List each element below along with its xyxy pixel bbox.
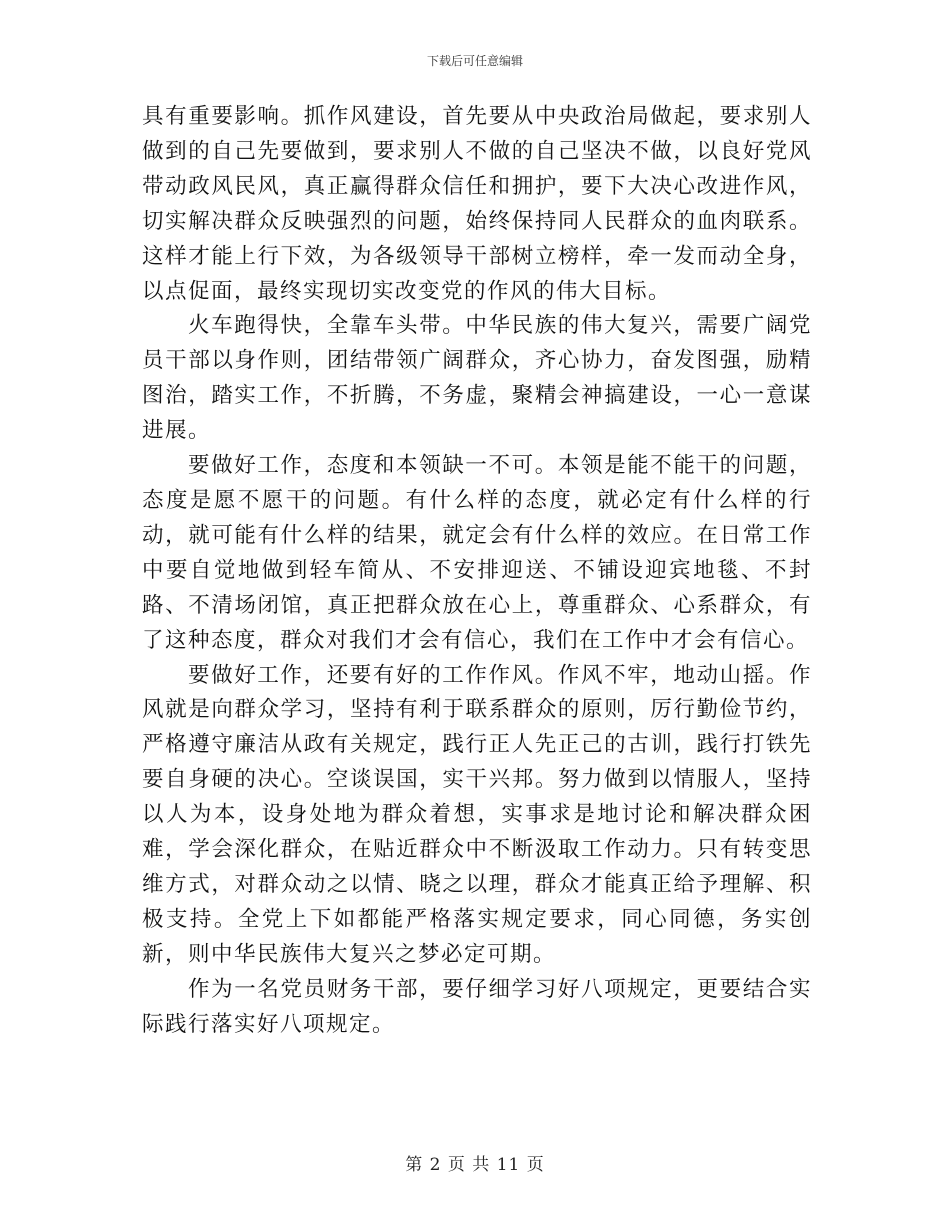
paragraph-attitude: 要做好工作，态度和本领缺一不可。本领是能不能干的问题，态度是愿不愿干的问题。有什么样的态度，就必定有什么样的行动，就可能有什么样的结果，就定会有什么样的效应。在日常工作中要自觉地做到轻车简从、不安排迎送、不铺设迎宾地毯、不封路、不清场闭馆，真正把群众放在心上，尊重群众、心系群众，有了这种态度，群众对我们才会有信心，我们在工作中才会有信心。	[142, 453, 812, 653]
paragraph-continuation: 具有重要影响。抓作风建设，首先要从中央政治局做起，要求别人做到的自己先要做到，要求别人不做的自己坚决不做，以良好党风带动政风民风，真正赢得群众信任和拥护，要下大决心改进作风，切实解决群众反映强烈的问题，始终保持同人民群众的血肉联系。这样才能上行下效，为各级领导干部树立榜样，牵一发而动全身，以点促面，最终实现切实改变党的作风的伟大目标。	[142, 104, 812, 304]
page-header: 下载后可任意编辑	[426, 54, 523, 68]
paragraph-work-style: 要做好工作，还要有好的工作作风。作风不牢，地动山摇。作风就是向群众学习，坚持有利于联系群众的原则，厉行勤俭节约，严格遵守廉洁从政有关规定，践行正人先正己的古训，践行打铁先要自身硬的决心。空谈误国，实干兴邦。努力做到以情服人，坚持以人为本，设身处地为群众着想，实事求是地讨论和解决群众困难，学会深化群众，在贴近群众中不断汲取工作动力。只有转变思维方式，对群众动之以情、晓之以理，群众才能真正给予理解、积极支持。全党上下如都能严格落实规定要求，同心同德，务实创新，则中华民族伟大复兴之梦必定可期。	[142, 662, 812, 967]
document-body	[142, 100, 812, 1042]
paragraph-conclusion: 作为一名党员财务干部，要仔细学习好八项规定，更要结合实际践行落实好八项规定。	[142, 976, 812, 1037]
paragraph-train: 火车跑得快，全靠车头带。中华民族的伟大复兴，需要广阔党员干部以身作则，团结带领广阔群众，齐心协力，奋发图强，励精图治，踏实工作，不折腾，不务虚，聚精会神搞建设，一心一意谋进展。	[142, 313, 812, 444]
page-footer: 第 2 页 共 11 页	[405, 1155, 545, 1175]
